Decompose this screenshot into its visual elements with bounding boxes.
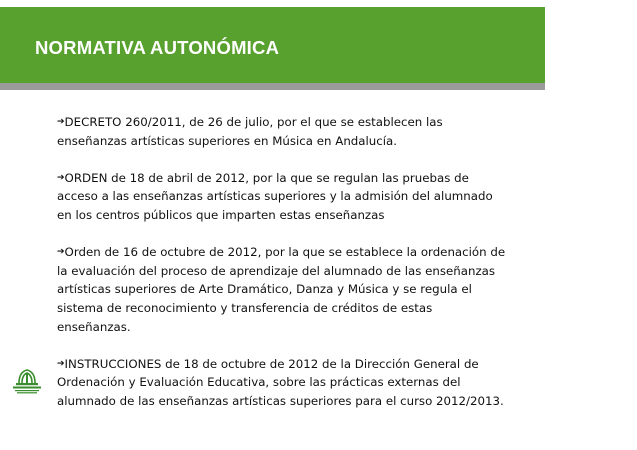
item-text: Orden de 16 de octubre de 2012, por la que se establece la ordenación de la evaluación del proceso de aprendizaje del alumnado de las enseñanzas artísticas superiores de Arte Dramático, Danza y Música y se regula el sistema de reconocimiento y transferencia de créditos de estas enseñanzas.	[57, 245, 506, 334]
item-text: DECRETO 260/2011, de 26 de julio, por el que se establecen las enseñanzas artísticas superiores en Música en Andalucía.	[57, 115, 443, 148]
list-item	[57, 113, 507, 150]
regulations-list	[57, 113, 507, 429]
junta-de-andalucia-logo-icon	[10, 366, 44, 396]
arrow-icon: ➔	[57, 247, 65, 258]
arrow-icon: ➔	[57, 358, 65, 369]
list-item	[57, 355, 507, 411]
page-title: NORMATIVA AUTONÓMICA	[35, 37, 280, 58]
arrow-icon: ➔	[57, 117, 65, 127]
list-item	[57, 169, 507, 225]
item-text: ORDEN de 18 de abril de 2012, por la que se regulan las pruebas de acceso a las enseñanzas artísticas superiores y la admisión del alumnado en los centros públicos que imparten estas enseñanzas	[57, 170, 493, 222]
list-item	[57, 243, 507, 336]
item-text: INSTRUCCIONES de 18 de octubre de 2012 de la Dirección General de Ordenación y Evaluación Educativa, sobre las prácticas externas del alumnado de las enseñanzas artísticas superiores para el curso 2012/2013.	[57, 356, 504, 408]
arrow-icon: ➔	[57, 172, 65, 183]
header-shadow	[0, 83, 545, 90]
